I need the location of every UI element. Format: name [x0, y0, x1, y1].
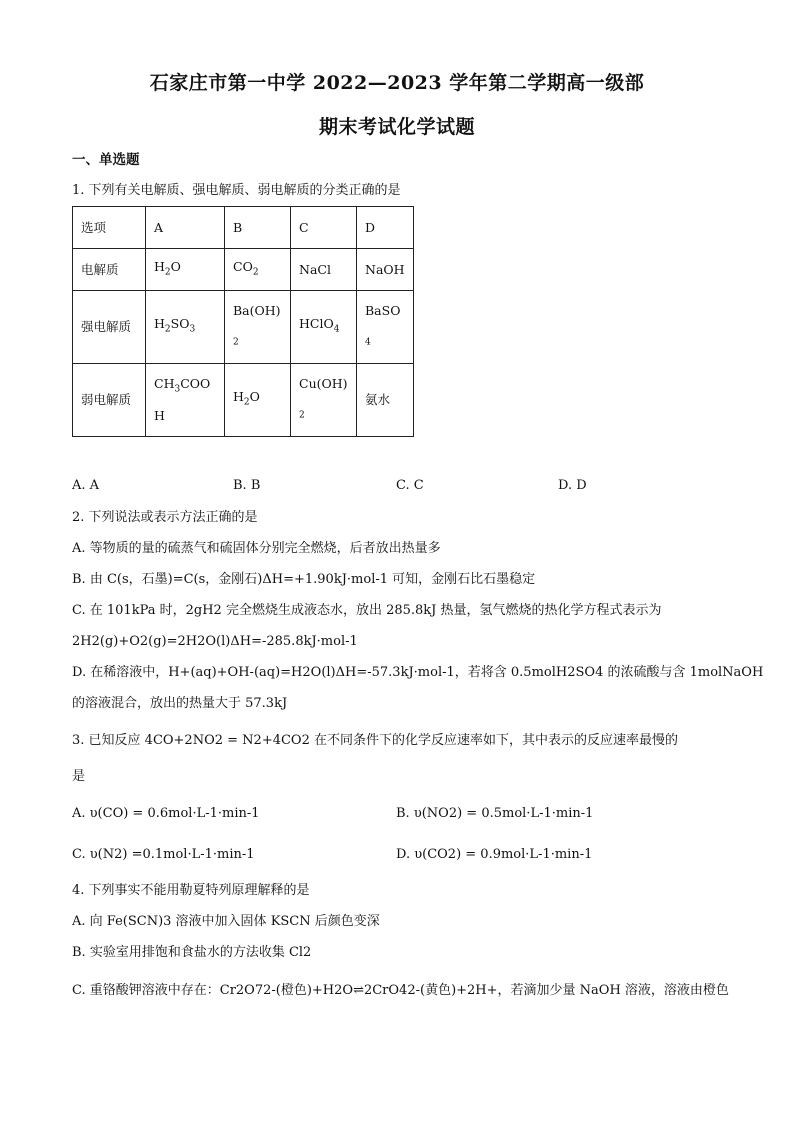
q4-option-a[interactable]: A. 向 Fe(SCN)3 溶液中加入固体 KSCN 后颜色变深 [72, 914, 380, 929]
table-header-cell: B [225, 207, 291, 249]
table-cell: $CH_3COO$ H [146, 364, 225, 437]
q2-stem: 2. 下列说法或表示方法正确的是 [72, 510, 258, 525]
table-cell: Cu(OH) $_2$ [291, 364, 357, 437]
section-heading: 一、单选题 [72, 152, 140, 168]
table-header-cell: 选项 [73, 207, 146, 249]
q1-option-d[interactable]: D. D [558, 478, 587, 493]
q4-stem: 4. 下列事实不能用勒夏特列原理解释的是 [72, 883, 310, 898]
q2-option-d-line2: 的溶液混合，放出的热量大于 57.3kJ [72, 696, 288, 711]
table-header-cell: C [291, 207, 357, 249]
table-cell: NaCl [291, 249, 357, 291]
table-header-cell: A [146, 207, 225, 249]
table-row-label: 强电解质 [73, 291, 146, 364]
q1-option-c[interactable]: C. C [396, 478, 424, 493]
table-row-label: 电解质 [73, 249, 146, 291]
q3-stem-continued: 是 [72, 769, 86, 784]
q3-option-d[interactable]: D. υ(CO2) = 0.9mol·L-1·min-1 [396, 847, 593, 862]
table-cell: BaSO $_4$ [357, 291, 414, 364]
table-cell: $H_2O$ [146, 249, 225, 291]
q1-option-b[interactable]: B. B [233, 478, 261, 493]
q2-option-c-line1[interactable]: C. 在 101kPa 时，2gH2 完全燃烧生成液态水，放出 285.8kJ 热量，氢气燃烧的热化学方程式表示为 [72, 603, 662, 618]
table-cell: $CO_2$ [225, 249, 291, 291]
table-cell: NaOH [357, 249, 414, 291]
q1-classification-table [72, 206, 414, 437]
q3-option-b[interactable]: B. υ(NO2) = 0.5mol·L-1·min-1 [396, 806, 594, 821]
q3-stem: 3. 已知反应 4CO+2NO2 = N2+4CO2 在不同条件下的化学反应速率如下，其中表示的反应速率最慢的 [72, 733, 678, 748]
exam-title-line2: 期末考试化学试题 [318, 116, 475, 138]
table-cell: $H_2SO_3$ [146, 291, 225, 364]
q2-option-b[interactable]: B. 由 C(s，石墨)=C(s，金刚石)ΔH=+1.90kJ·mol-1 可知，金刚石比石墨稳定 [72, 572, 536, 587]
table-cell: Ba(OH) $_2$ [225, 291, 291, 364]
table-cell: $H_2O$ [225, 364, 291, 437]
q4-option-b[interactable]: B. 实验室用排饱和食盐水的方法收集 Cl2 [72, 945, 312, 960]
q4-option-c[interactable]: C. 重铬酸钾溶液中存在：Cr2O72-(橙色)+H2O⇌2CrO42-(黄色)+2H+，若滴加少量 NaOH 溶液，溶液由橙色 [72, 983, 729, 998]
table-row-label: 弱电解质 [73, 364, 146, 437]
q3-option-c[interactable]: C. υ(N2) =0.1mol·L-1·min-1 [72, 847, 255, 862]
q1-option-a[interactable]: A. A [72, 478, 100, 493]
q2-option-c-line2: 2H2(g)+O2(g)=2H2O(l)ΔH=-285.8kJ·mol-1 [72, 634, 358, 649]
q3-option-a[interactable]: A. υ(CO) = 0.6mol·L-1·min-1 [72, 806, 260, 821]
table-cell: HClO$_4$ [291, 291, 357, 364]
q1-stem: 1. 下列有关电解质、强电解质、弱电解质的分类正确的是 [72, 183, 401, 198]
q2-option-d-line1[interactable]: D. 在稀溶液中，H+(aq)+OH-(aq)=H2O(l)ΔH=-57.3kJ·mol-1，若将含 0.5molH2SO4 的浓硫酸与含 1molNaOH [72, 665, 764, 680]
table-header-cell: D [357, 207, 414, 249]
table-cell: 氨水 [357, 364, 414, 437]
q2-option-a[interactable]: A. 等物质的量的硫蒸气和硫固体分别完全燃烧，后者放出热量多 [72, 541, 441, 556]
exam-title-line1: 石家庄市第一中学 2022—2023 学年第二学期高一级部 [149, 72, 645, 94]
